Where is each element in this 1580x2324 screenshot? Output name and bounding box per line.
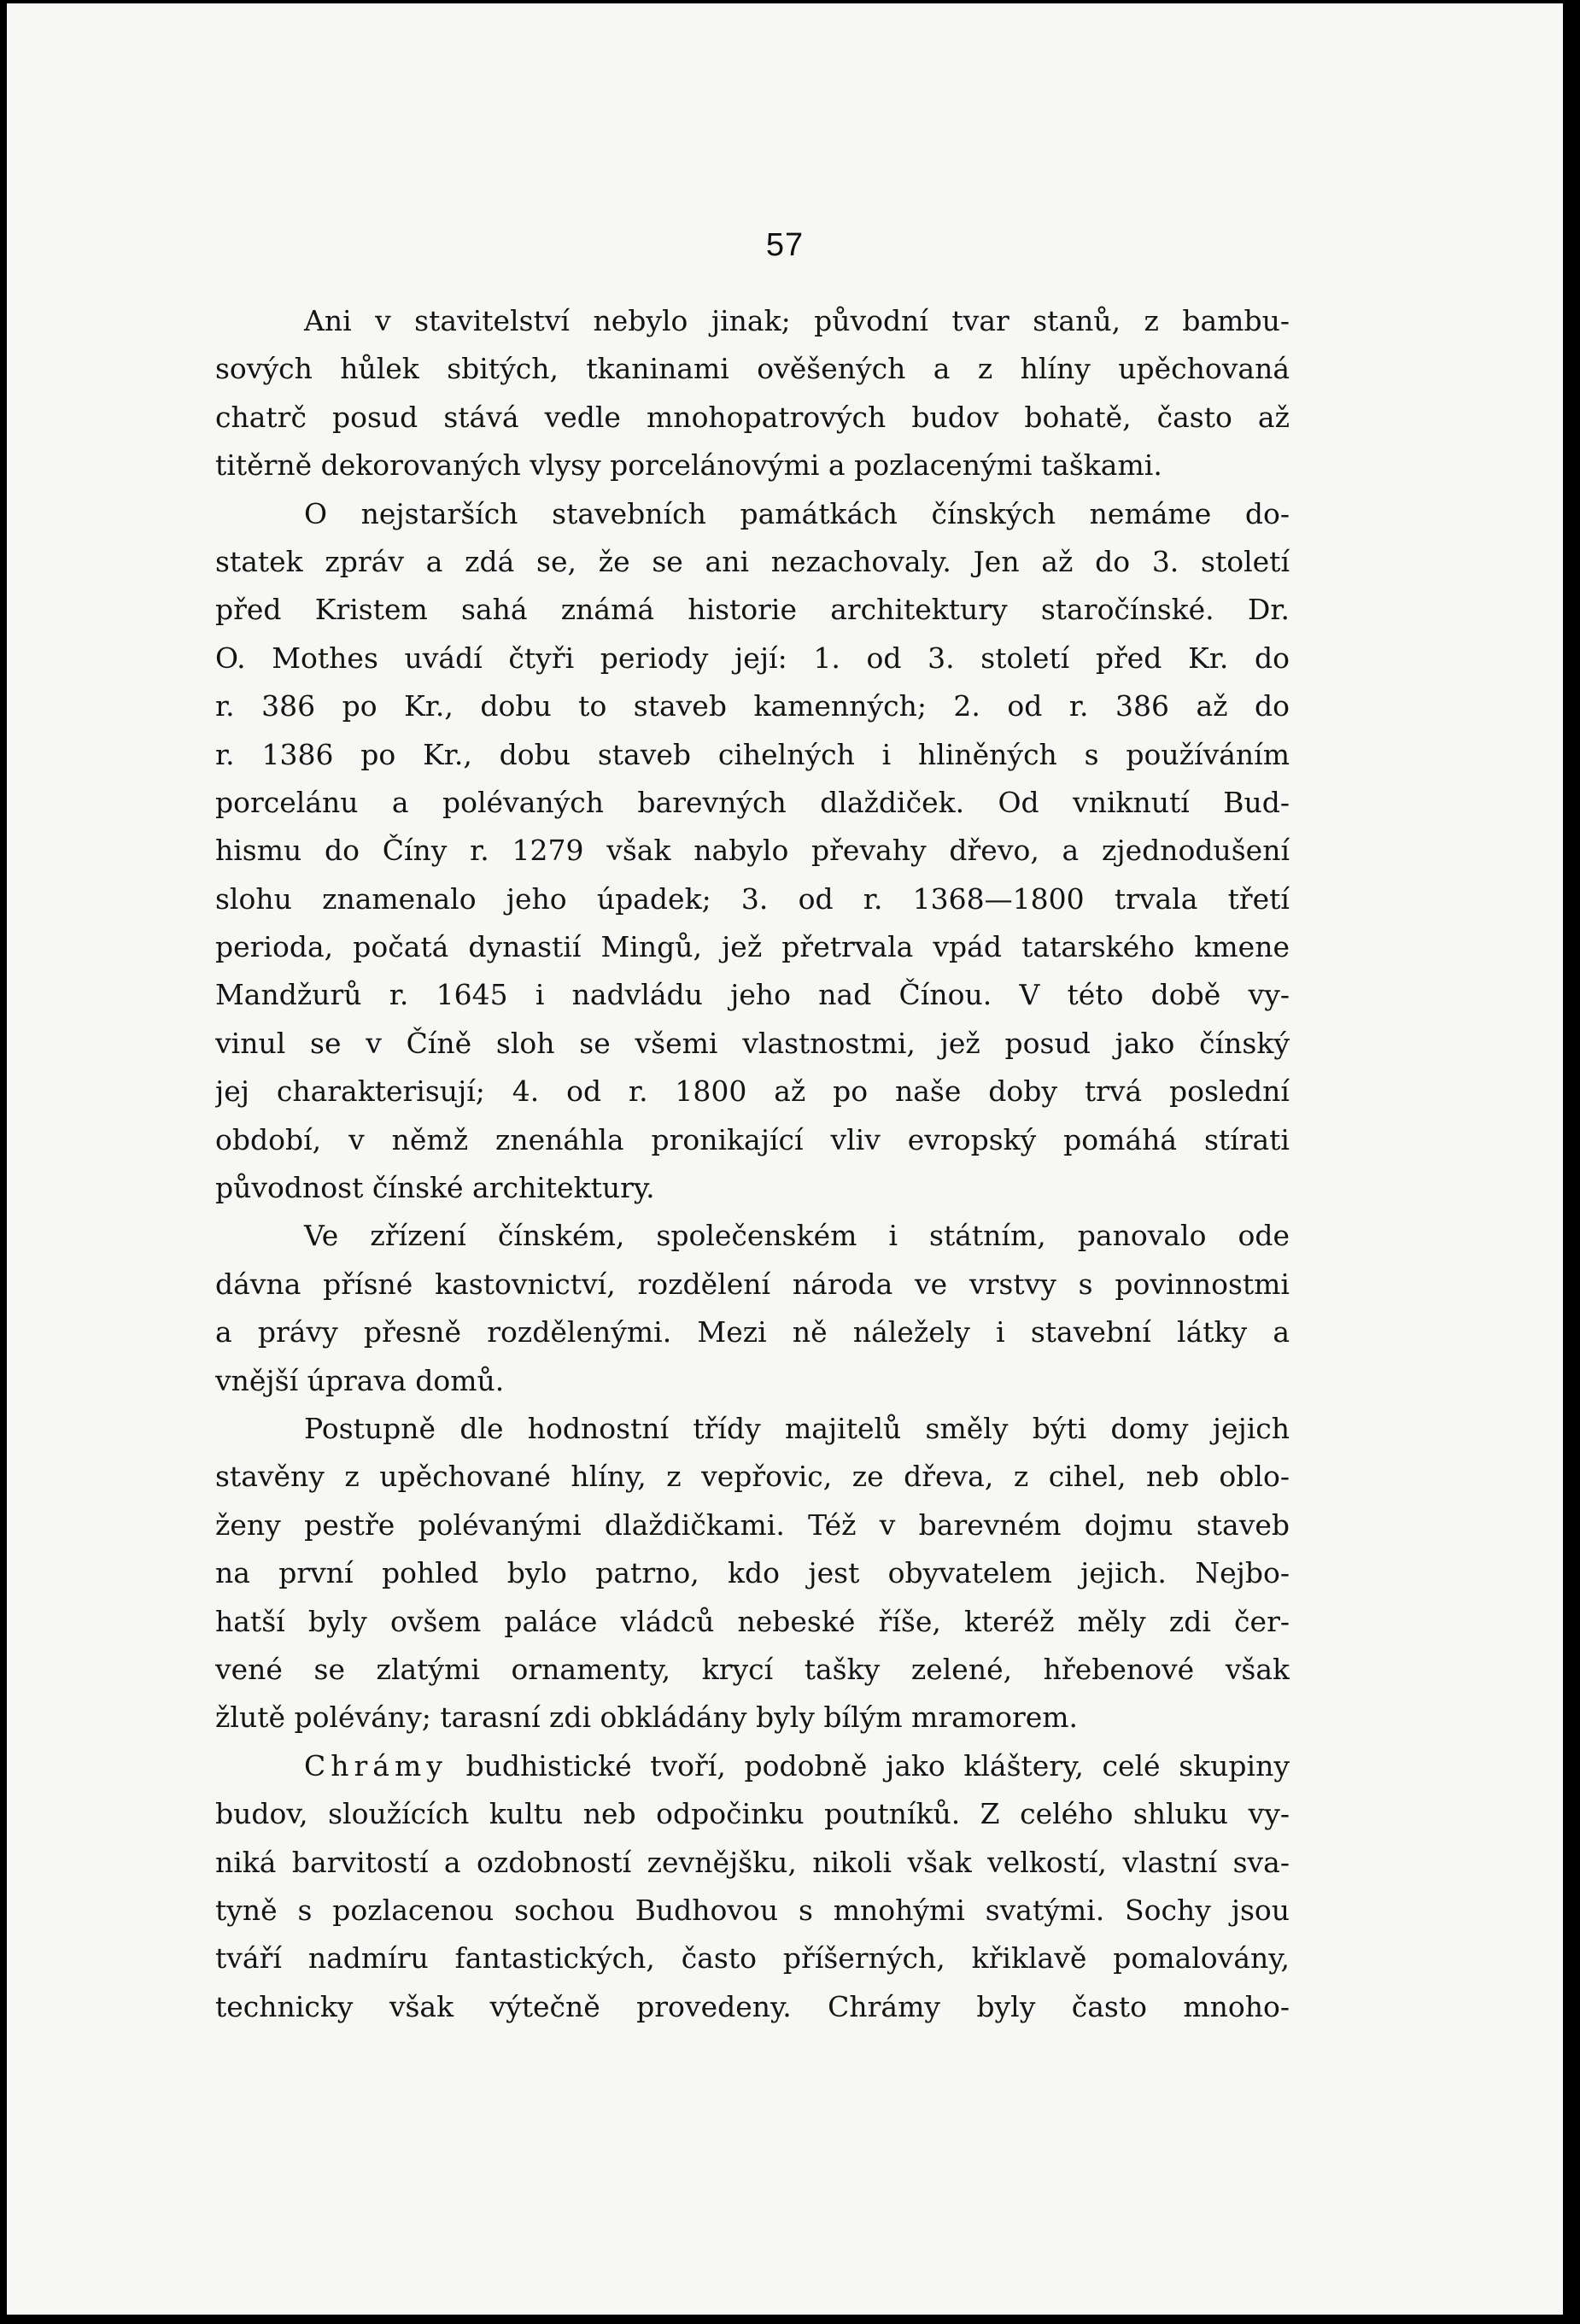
text-line: tváří nadmíru fantastických, často příšerných, křiklavě pomalovány, bbox=[215, 1941, 1290, 1976]
text-line: O nejstarších stavebních památkách čínských nemáme do- bbox=[304, 496, 1290, 530]
text-line: Mandžurů r. 1645 i nadvládu jeho nad Čínou. V této době vy- bbox=[215, 978, 1290, 1012]
text-line: hatší byly ovšem paláce vládců nebeské říše, kteréž měly zdi čer- bbox=[215, 1604, 1290, 1638]
text-line bbox=[215, 1742, 1290, 1790]
text-line: titěrně dekorovaných vlysy porcelánovými a pozlacenými taškami. bbox=[215, 448, 1162, 483]
text-line: hismu do Číny r. 1279 však nabylo převahy dřevo, a zjednodušení bbox=[215, 834, 1290, 868]
text-line: porcelánu a polévaných barevných dlaždiček. Od vniknutí Bud- bbox=[215, 785, 1290, 819]
text-line: jej charakterisují; 4. od r. 1800 až po naše doby trvá poslední bbox=[215, 1074, 1290, 1109]
text-line: Ani v stavitelství nebylo jinak; původní tvar stanů, z bambu- bbox=[304, 304, 1290, 337]
text-line: žlutě polévány; tarasní zdi obkládány byly bílým mramorem. bbox=[215, 1701, 1079, 1735]
text-line: vinul se v Číně sloh se všemi vlastnostmi, jež posud jako čínský bbox=[215, 1026, 1290, 1060]
text-line: vené se zlatými ornamenty, krycí tašky zelené, hřebenové však bbox=[215, 1652, 1290, 1686]
text-line: technicky však výtečně provedeny. Chrámy byly často mnoho- bbox=[215, 1989, 1290, 2023]
text-line: stavěny z upěchované hlíny, z vepřovic, ze dřeva, z cihel, neb oblo- bbox=[215, 1460, 1290, 1494]
text-line: Postupně dle hodnostní třídy majitelů směly býti domy jejich bbox=[304, 1411, 1290, 1445]
text-line: sových hůlek sbitých, tkaninami ověšených a z hlíny upěchovaná bbox=[215, 352, 1290, 386]
text-line: niká barvitostí a ozdobností zevnějšku, nikoli však velkostí, vlastní sva- bbox=[215, 1845, 1290, 1879]
text-line: statek zpráv a zdá se, že se ani nezachovaly. Jen až do 3. století bbox=[215, 544, 1290, 578]
text-line: před Kristem sahá známá historie architektury staročínské. Dr. bbox=[215, 593, 1290, 627]
text-line: perioda, počatá dynastií Mingů, jež přetrvala vpád tatarského kmene bbox=[215, 930, 1290, 964]
text-line: chatrč posud stává vedle mnohopatrových budov bohatě, často až bbox=[215, 400, 1290, 434]
text-line: budov, sloužících kultu neb odpočinku poutníků. Z celého shluku vy- bbox=[215, 1797, 1290, 1831]
emphasized-word: Chrámy bbox=[304, 1748, 448, 1783]
text-line: původnost čínské architektury. bbox=[215, 1171, 655, 1205]
text-line-rest: budhistické tvoří, podobně jako kláštery, celé skupiny bbox=[447, 1748, 1290, 1783]
page-number: 57 bbox=[765, 227, 805, 263]
page-paper bbox=[7, 3, 1563, 2315]
text-line: tyně s pozlacenou sochou Budhovou s mnohými svatými. Sochy jsou bbox=[215, 1893, 1290, 1927]
text-line: ženy pestře polévanými dlaždičkami. Též v barevném dojmu staveb bbox=[215, 1507, 1290, 1542]
text-line: a právy přesně rozdělenými. Mezi ně náležely i stavební látky a bbox=[215, 1315, 1290, 1349]
text-line: období, v němž znenáhla pronikající vliv evropský pomáhá stírati bbox=[215, 1122, 1290, 1156]
text-line: Ve zřízení čínském, společenském i státním, panovalo ode bbox=[304, 1219, 1290, 1253]
body-text bbox=[215, 297, 1290, 2031]
text-line: na první pohled bylo patrno, kdo jest obyvatelem jejich. Nejbo- bbox=[215, 1556, 1290, 1590]
text-line: vnější úprava domů. bbox=[215, 1363, 505, 1397]
text-line: r. 1386 po Kr., dobu staveb cihelných i hliněných s používáním bbox=[215, 737, 1290, 771]
text-line: slohu znamenalo jeho úpadek; 3. od r. 1368—1800 trvala třetí bbox=[215, 881, 1290, 916]
text-line: r. 386 po Kr., dobu to staveb kamenných; 2. od r. 386 až do bbox=[215, 689, 1290, 723]
text-line: O. Mothes uvádí čtyři periody její: 1. od 3. století před Kr. do bbox=[215, 641, 1290, 675]
text-line: dávna přísné kastovnictví, rozdělení národa ve vrstvy s povinnostmi bbox=[215, 1267, 1290, 1301]
